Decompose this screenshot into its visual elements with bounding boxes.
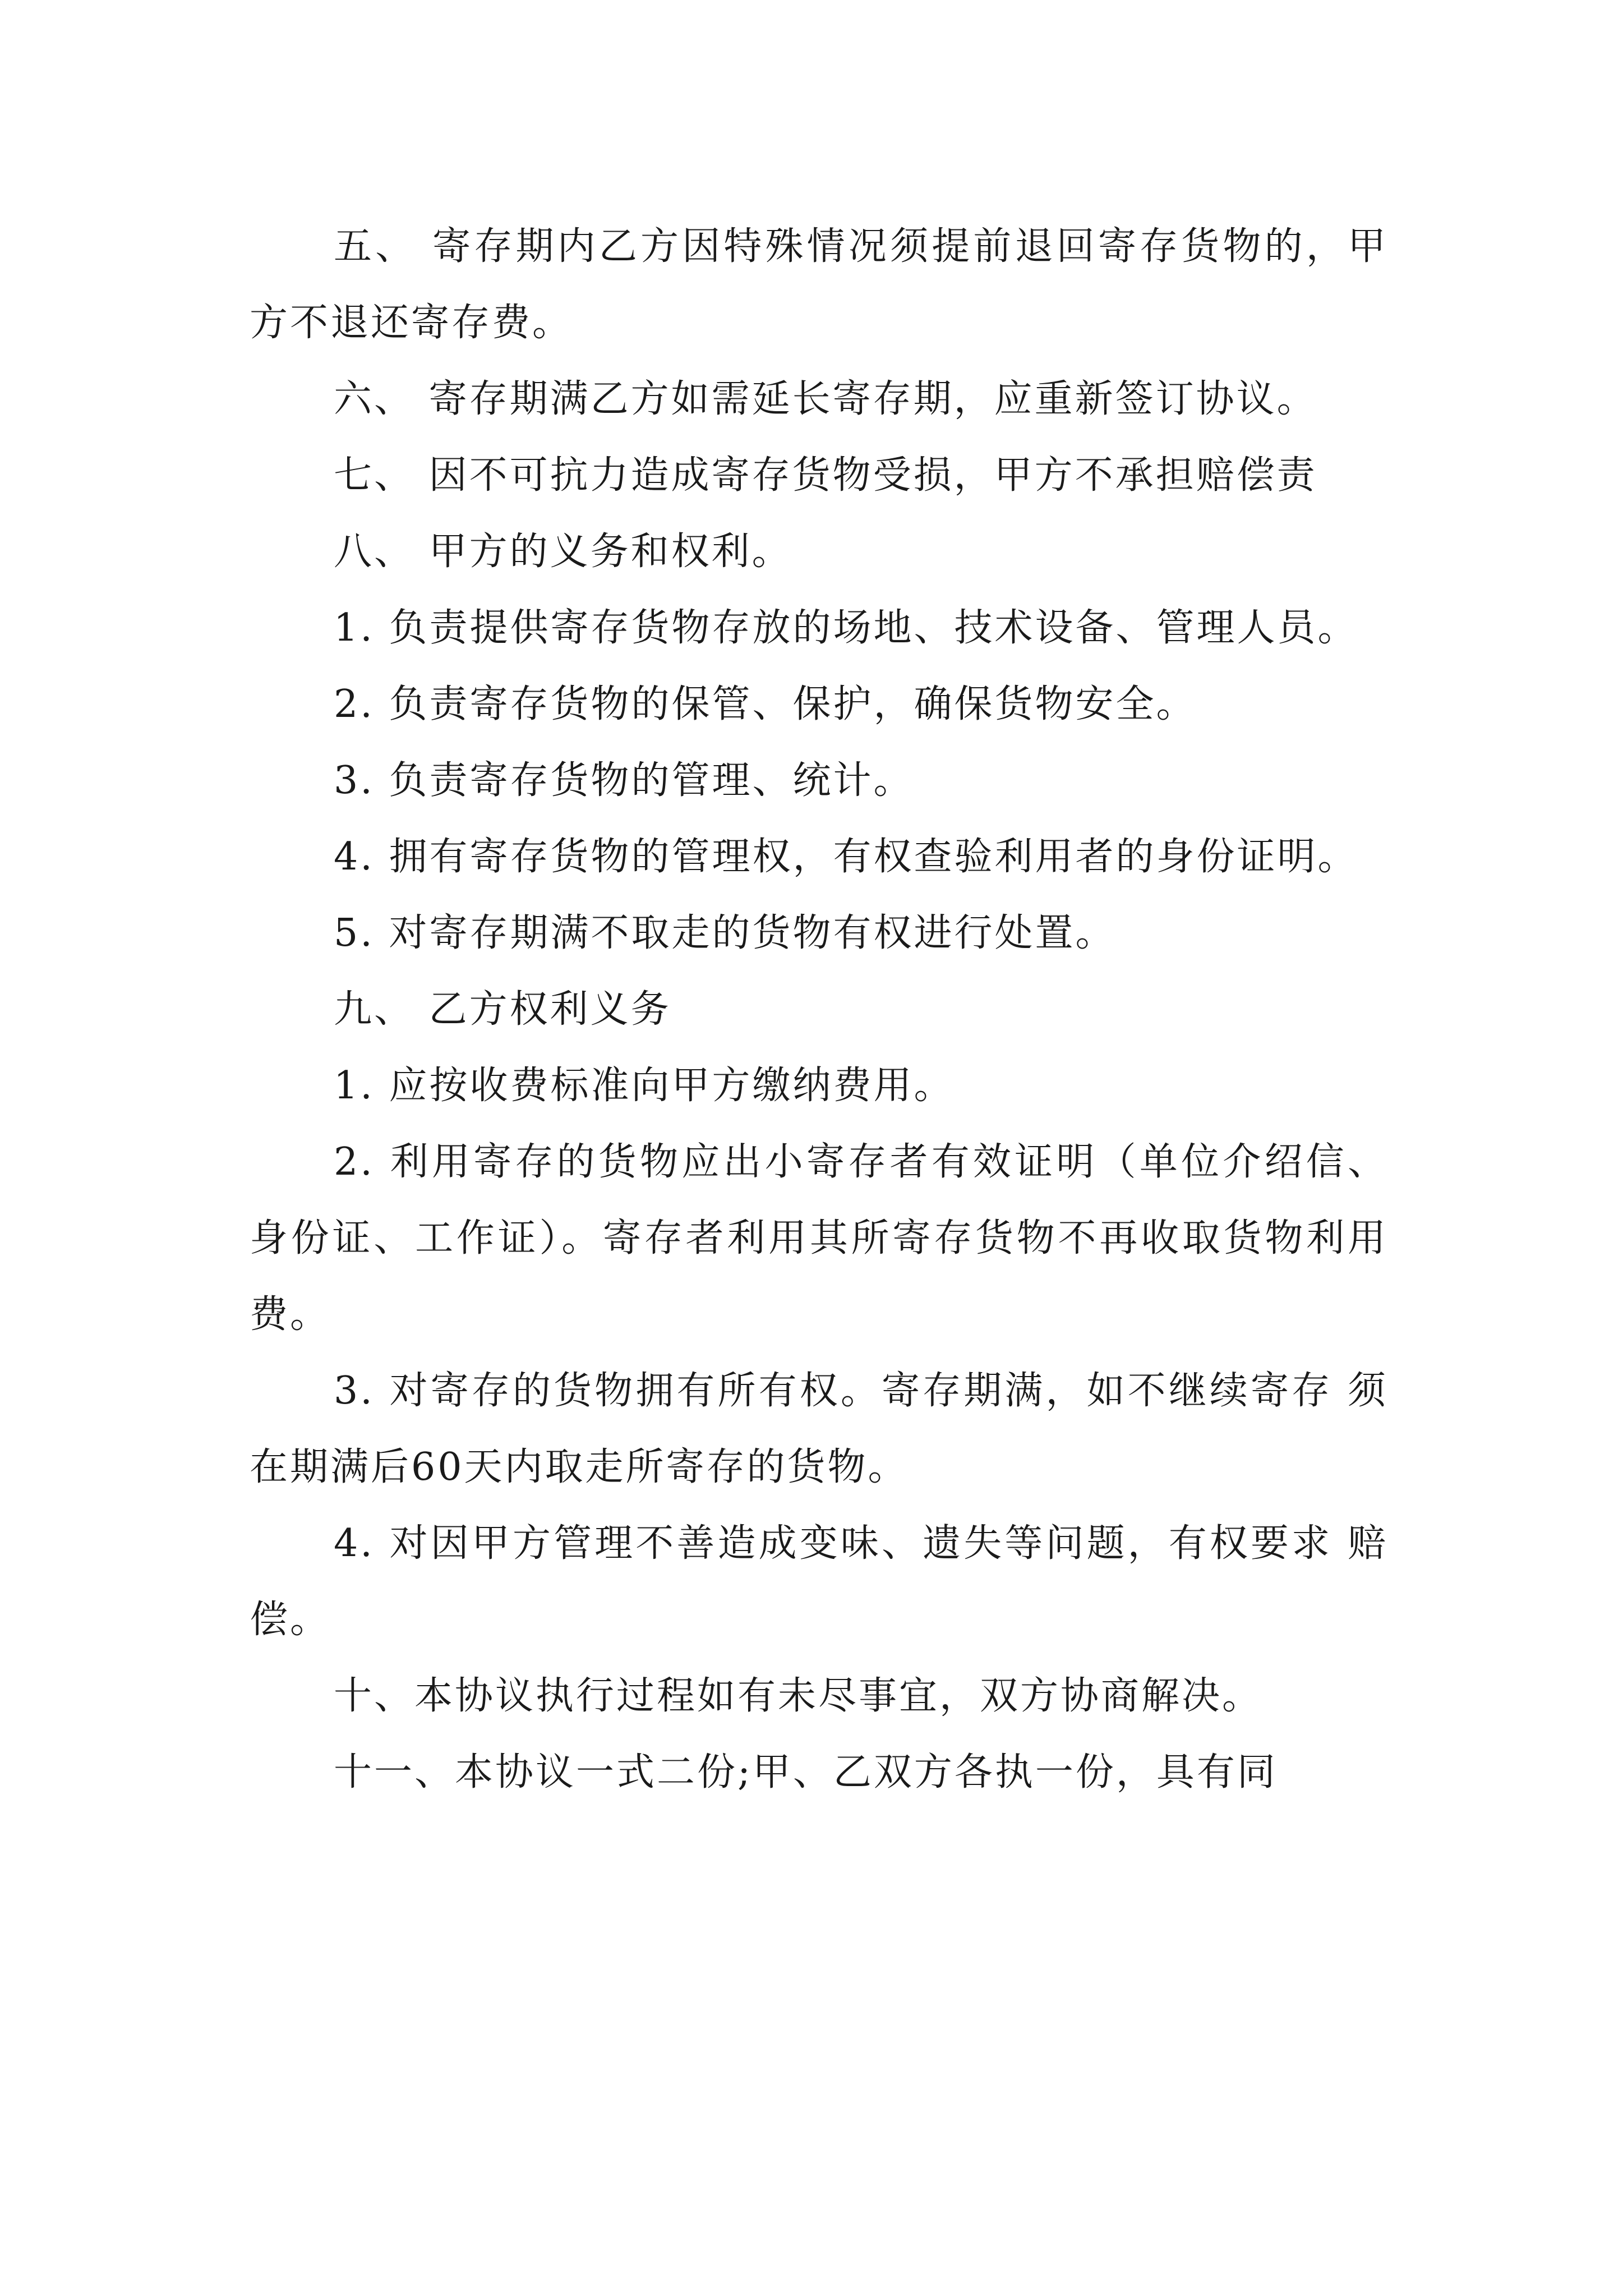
clause-5: 五、 寄存期内乙方因特殊情况须提前退回寄存货物的，甲方不退还寄存费。 (250, 224, 1388, 345)
clause-9-item-2: 2. 利用寄存的货物应出小寄存者有效证明（单位介绍信、身份证、工作证）。寄存者利用其所寄存货物不再收取货物利用费。 (250, 1140, 1388, 1337)
clause-10: 十、本协议执行过程如有未尽事宜，双方协商解决。 (334, 1674, 1263, 1718)
clause-8-item-3: 3. 负责寄存货物的管理、统计。 (334, 758, 914, 803)
clause-9-item-3: 3. 对寄存的货物拥有所有权。寄存期满，如不继续寄存 须在期满后60天内取走所寄存的货物。 (250, 1369, 1388, 1489)
clause-8-item-5: 5. 对寄存期满不取走的货物有权进行处置。 (334, 911, 1116, 955)
clause-9-item-4: 4. 对因甲方管理不善造成变味、遗失等问题，有权要求 赔偿。 (250, 1521, 1388, 1642)
clause-11: 十一、本协议一式二份;甲、乙双方各执一份，具有同 (334, 1750, 1278, 1795)
clause-9-item-1: 1. 应按收费标准向甲方缴纳费用。 (334, 1064, 955, 1108)
clause-7: 七、 因不可抗力造成寄存货物受损，甲方不承担赔偿责 (334, 453, 1317, 498)
clause-8-item-4: 4. 拥有寄存货物的管理权，有权查验利用者的身份证明。 (334, 835, 1358, 879)
document-body (250, 209, 1388, 1811)
clause-8-heading: 八、 甲方的义务和权利。 (334, 530, 792, 574)
clause-8-item-2: 2. 负责寄存货物的保管、保护，确保货物安全。 (334, 682, 1197, 726)
clause-8-item-1: 1. 负责提供寄存货物存放的场地、技术设备、管理人员。 (334, 606, 1358, 650)
clause-9-heading: 九、 乙方权利义务 (334, 987, 671, 1032)
clause-6: 六、 寄存期满乙方如需延长寄存期，应重新签订协议。 (334, 377, 1317, 421)
